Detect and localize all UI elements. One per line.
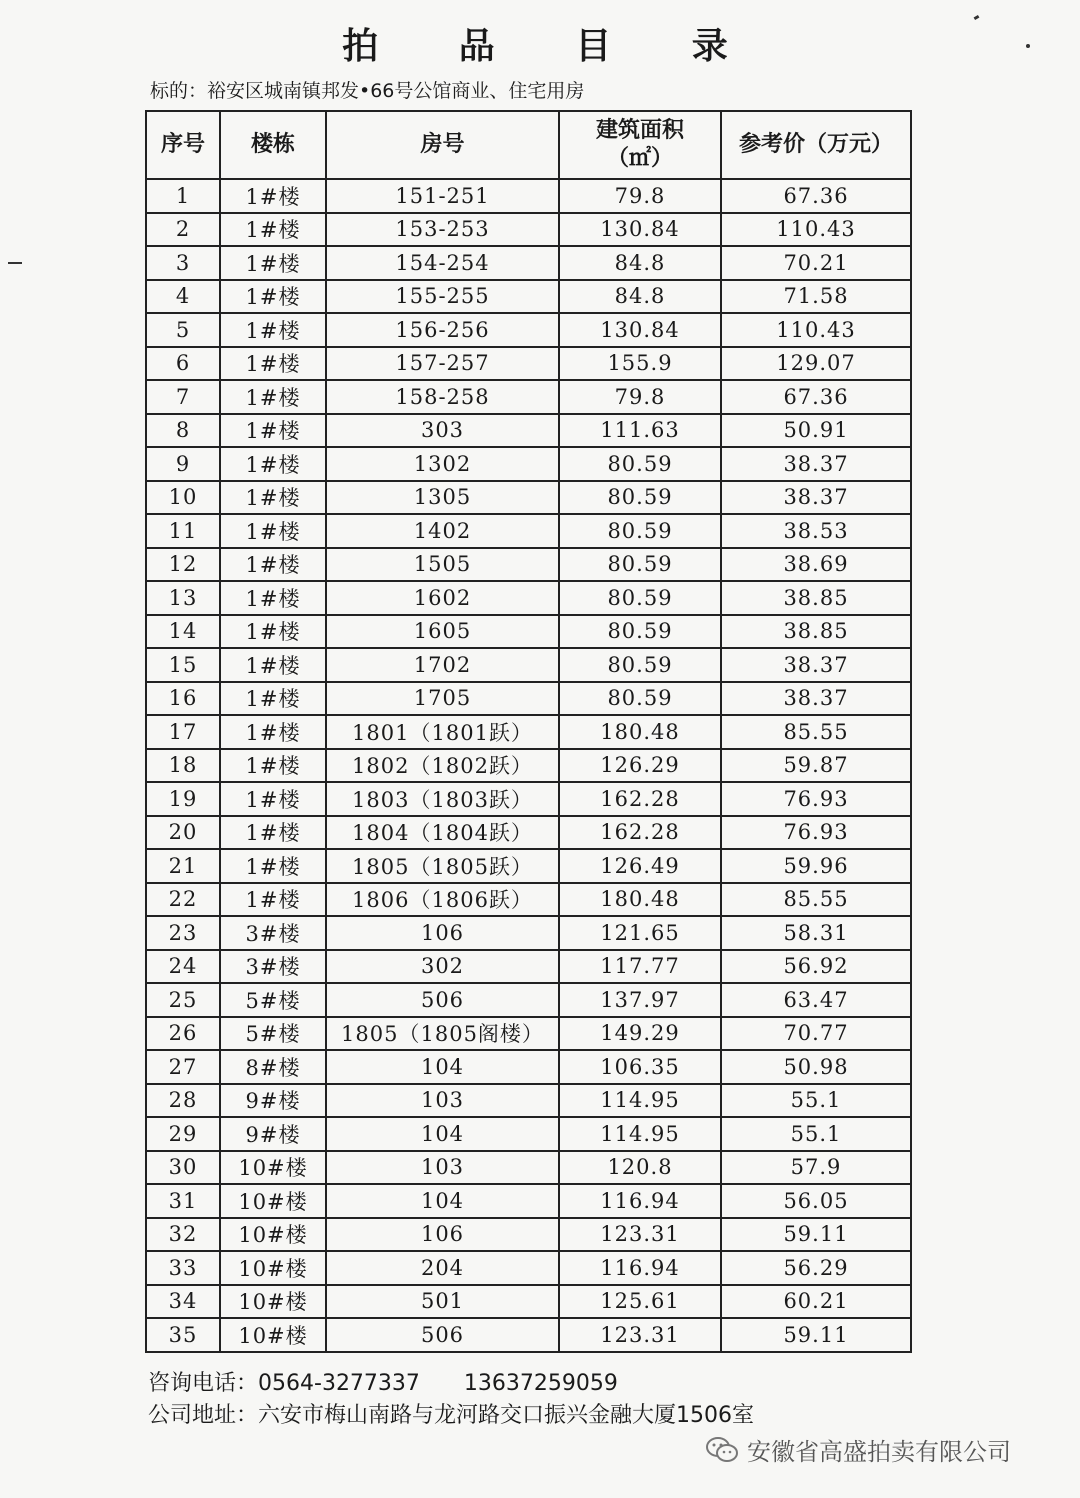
cell-room: 103 [326, 1151, 559, 1185]
cell-price: 38.37 [721, 447, 911, 481]
cell-room: 153-253 [326, 213, 559, 247]
table-row [146, 816, 911, 850]
table-row [146, 581, 911, 615]
cell-building: 1#楼 [220, 213, 326, 247]
table-row [146, 1050, 911, 1084]
cell-building: 9#楼 [220, 1084, 326, 1118]
cell-room: 1802（1802跃） [326, 749, 559, 783]
cell-index: 6 [146, 347, 220, 381]
cell-area: 80.59 [559, 548, 721, 582]
cell-building: 1#楼 [220, 648, 326, 682]
cell-room: 157-257 [326, 347, 559, 381]
cell-index: 8 [146, 414, 220, 448]
cell-building: 1#楼 [220, 380, 326, 414]
cell-area: 80.59 [559, 648, 721, 682]
table-row [146, 548, 911, 582]
cell-index: 24 [146, 950, 220, 984]
cell-price: 38.37 [721, 682, 911, 716]
brand-name: 安徽省高盛拍卖有限公司 [747, 1438, 1011, 1466]
table-row [146, 481, 911, 515]
table-row [146, 1084, 911, 1118]
phone-number-1: 0564-3277337 [258, 1371, 420, 1396]
cell-area: 114.95 [559, 1084, 721, 1118]
cell-price: 85.55 [721, 715, 911, 749]
table-row [146, 447, 911, 481]
cell-index: 21 [146, 849, 220, 883]
cell-room: 1305 [326, 481, 559, 515]
cell-price: 70.77 [721, 1017, 911, 1051]
cell-building: 1#楼 [220, 715, 326, 749]
cell-area: 80.59 [559, 615, 721, 649]
cell-room: 104 [326, 1184, 559, 1218]
cell-room: 1302 [326, 447, 559, 481]
table-row [146, 1184, 911, 1218]
cell-area: 123.31 [559, 1218, 721, 1252]
cell-area: 79.8 [559, 179, 721, 213]
cell-price: 38.37 [721, 481, 911, 515]
cell-room: 1804（1804跃） [326, 816, 559, 850]
table-row [146, 1117, 911, 1151]
wechat-icon [705, 1436, 739, 1464]
scan-speck [1026, 44, 1030, 48]
cell-room: 106 [326, 916, 559, 950]
cell-price: 59.87 [721, 749, 911, 783]
cell-price: 56.29 [721, 1251, 911, 1285]
cell-price: 57.9 [721, 1151, 911, 1185]
cell-index: 7 [146, 380, 220, 414]
cell-index: 30 [146, 1151, 220, 1185]
table-row [146, 313, 911, 347]
cell-room: 1602 [326, 581, 559, 615]
cell-price: 58.31 [721, 916, 911, 950]
cell-room: 1402 [326, 514, 559, 548]
cell-room: 106 [326, 1218, 559, 1252]
cell-price: 38.37 [721, 648, 911, 682]
table-row [146, 916, 911, 950]
table-row [146, 280, 911, 314]
header-price: 参考价（万元） [721, 111, 911, 179]
cell-price: 76.93 [721, 782, 911, 816]
cell-index: 25 [146, 983, 220, 1017]
table-row [146, 615, 911, 649]
table-row [146, 682, 911, 716]
cell-room: 1505 [326, 548, 559, 582]
table-row [146, 950, 911, 984]
cell-area: 180.48 [559, 715, 721, 749]
cell-room: 1806（1806跃） [326, 883, 559, 917]
cell-index: 29 [146, 1117, 220, 1151]
cell-room: 1702 [326, 648, 559, 682]
cell-room: 1801（1801跃） [326, 715, 559, 749]
cell-index: 18 [146, 749, 220, 783]
cell-building: 1#楼 [220, 548, 326, 582]
cell-price: 50.98 [721, 1050, 911, 1084]
cell-price: 110.43 [721, 313, 911, 347]
cell-index: 34 [146, 1285, 220, 1319]
cell-index: 28 [146, 1084, 220, 1118]
cell-area: 180.48 [559, 883, 721, 917]
cell-index: 10 [146, 481, 220, 515]
cell-price: 50.91 [721, 414, 911, 448]
cell-room: 104 [326, 1050, 559, 1084]
cell-price: 63.47 [721, 983, 911, 1017]
cell-price: 67.36 [721, 179, 911, 213]
cell-price: 110.43 [721, 213, 911, 247]
cell-room: 156-256 [326, 313, 559, 347]
cell-room: 302 [326, 950, 559, 984]
cell-room: 158-258 [326, 380, 559, 414]
cell-building: 1#楼 [220, 347, 326, 381]
cell-area: 114.95 [559, 1117, 721, 1151]
cell-building: 10#楼 [220, 1285, 326, 1319]
address-label: 公司地址： [148, 1403, 259, 1428]
cell-building: 3#楼 [220, 916, 326, 950]
table-row [146, 849, 911, 883]
cell-index: 35 [146, 1318, 220, 1352]
cell-index: 5 [146, 313, 220, 347]
auction-catalog-table [145, 110, 912, 1353]
table-row [146, 246, 911, 280]
cell-price: 85.55 [721, 883, 911, 917]
table-row [146, 782, 911, 816]
cell-building: 1#楼 [220, 782, 326, 816]
cell-area: 162.28 [559, 782, 721, 816]
table-row [146, 1318, 911, 1352]
contact-phone-line [148, 1366, 618, 1397]
cell-price: 56.92 [721, 950, 911, 984]
cell-index: 14 [146, 615, 220, 649]
cell-area: 116.94 [559, 1184, 721, 1218]
cell-building: 1#楼 [220, 849, 326, 883]
cell-index: 17 [146, 715, 220, 749]
cell-building: 1#楼 [220, 615, 326, 649]
cell-price: 71.58 [721, 280, 911, 314]
cell-price: 56.05 [721, 1184, 911, 1218]
cell-index: 23 [146, 916, 220, 950]
table-header-row [146, 111, 911, 179]
cell-building: 5#楼 [220, 983, 326, 1017]
company-address-line [148, 1398, 754, 1429]
cell-price: 59.11 [721, 1218, 911, 1252]
cell-building: 8#楼 [220, 1050, 326, 1084]
cell-area: 130.84 [559, 213, 721, 247]
cell-room: 1805（1805阁楼） [326, 1017, 559, 1051]
cell-index: 20 [146, 816, 220, 850]
cell-building: 1#楼 [220, 447, 326, 481]
cell-room: 204 [326, 1251, 559, 1285]
cell-building: 5#楼 [220, 1017, 326, 1051]
cell-area: 116.94 [559, 1251, 721, 1285]
cell-price: 59.11 [721, 1318, 911, 1352]
cell-index: 11 [146, 514, 220, 548]
cell-price: 70.21 [721, 246, 911, 280]
cell-room: 1605 [326, 615, 559, 649]
header-index: 序号 [146, 111, 220, 179]
table-row [146, 1285, 911, 1319]
cell-price: 38.69 [721, 548, 911, 582]
cell-area: 126.49 [559, 849, 721, 883]
scan-speck [8, 262, 22, 264]
table-row [146, 380, 911, 414]
cell-building: 10#楼 [220, 1318, 326, 1352]
cell-area: 149.29 [559, 1017, 721, 1051]
cell-price: 76.93 [721, 816, 911, 850]
cell-area: 79.8 [559, 380, 721, 414]
phone-number-2: 13637259059 [463, 1371, 618, 1396]
cell-building: 10#楼 [220, 1218, 326, 1252]
cell-building: 10#楼 [220, 1151, 326, 1185]
cell-area: 126.29 [559, 749, 721, 783]
cell-price: 60.21 [721, 1285, 911, 1319]
cell-area: 117.77 [559, 950, 721, 984]
cell-room: 303 [326, 414, 559, 448]
cell-room: 501 [326, 1285, 559, 1319]
cell-building: 1#楼 [220, 313, 326, 347]
cell-area: 80.59 [559, 481, 721, 515]
table-row [146, 715, 911, 749]
cell-room: 506 [326, 1318, 559, 1352]
table-row [146, 347, 911, 381]
cell-index: 3 [146, 246, 220, 280]
cell-building: 1#楼 [220, 246, 326, 280]
cell-room: 104 [326, 1117, 559, 1151]
cell-index: 13 [146, 581, 220, 615]
cell-index: 15 [146, 648, 220, 682]
header-room: 房号 [326, 111, 559, 179]
cell-building: 1#楼 [220, 179, 326, 213]
cell-area: 84.8 [559, 280, 721, 314]
cell-index: 12 [146, 548, 220, 582]
cell-area: 155.9 [559, 347, 721, 381]
cell-room: 1803（1803跃） [326, 782, 559, 816]
cell-building: 1#楼 [220, 414, 326, 448]
cell-building: 1#楼 [220, 514, 326, 548]
cell-room: 1705 [326, 682, 559, 716]
cell-area: 120.8 [559, 1151, 721, 1185]
cell-room: 154-254 [326, 246, 559, 280]
table-row [146, 749, 911, 783]
cell-area: 106.35 [559, 1050, 721, 1084]
address-text: 六安市梅山南路与龙河路交口振兴金融大厦1506室 [258, 1403, 755, 1428]
cell-building: 9#楼 [220, 1117, 326, 1151]
header-area: 建筑面积 （㎡） [559, 111, 721, 179]
cell-index: 27 [146, 1050, 220, 1084]
cell-index: 4 [146, 280, 220, 314]
table-row [146, 1151, 911, 1185]
cell-index: 32 [146, 1218, 220, 1252]
table-row [146, 1017, 911, 1051]
cell-price: 38.85 [721, 581, 911, 615]
cell-building: 10#楼 [220, 1184, 326, 1218]
cell-price: 38.53 [721, 514, 911, 548]
table-row [146, 414, 911, 448]
cell-index: 33 [146, 1251, 220, 1285]
cell-area: 137.97 [559, 983, 721, 1017]
cell-area: 80.59 [559, 682, 721, 716]
cell-price: 38.85 [721, 615, 911, 649]
cell-index: 9 [146, 447, 220, 481]
cell-building: 1#楼 [220, 280, 326, 314]
cell-price: 55.1 [721, 1117, 911, 1151]
cell-area: 162.28 [559, 816, 721, 850]
cell-room: 103 [326, 1084, 559, 1118]
cell-building: 1#楼 [220, 682, 326, 716]
brand-watermark [705, 1432, 1011, 1467]
cell-building: 1#楼 [220, 481, 326, 515]
cell-area: 80.59 [559, 581, 721, 615]
cell-index: 1 [146, 179, 220, 213]
cell-price: 129.07 [721, 347, 911, 381]
table-row [146, 883, 911, 917]
cell-room: 155-255 [326, 280, 559, 314]
cell-index: 31 [146, 1184, 220, 1218]
cell-room: 506 [326, 983, 559, 1017]
cell-index: 26 [146, 1017, 220, 1051]
cell-area: 80.59 [559, 447, 721, 481]
cell-price: 59.96 [721, 849, 911, 883]
cell-index: 16 [146, 682, 220, 716]
header-building: 楼栋 [220, 111, 326, 179]
table-row [146, 983, 911, 1017]
table-row [146, 1218, 911, 1252]
cell-area: 111.63 [559, 414, 721, 448]
cell-room: 151-251 [326, 179, 559, 213]
cell-building: 1#楼 [220, 883, 326, 917]
table-row [146, 648, 911, 682]
cell-area: 130.84 [559, 313, 721, 347]
auction-subject: 标的：裕安区城南镇邦发•66号公馆商业、住宅用房 [150, 80, 585, 102]
cell-price: 55.1 [721, 1084, 911, 1118]
cell-building: 1#楼 [220, 749, 326, 783]
cell-index: 2 [146, 213, 220, 247]
cell-area: 121.65 [559, 916, 721, 950]
cell-building: 1#楼 [220, 581, 326, 615]
table-row [146, 514, 911, 548]
cell-area: 125.61 [559, 1285, 721, 1319]
cell-room: 1805（1805跃） [326, 849, 559, 883]
cell-index: 19 [146, 782, 220, 816]
cell-area: 80.59 [559, 514, 721, 548]
cell-building: 3#楼 [220, 950, 326, 984]
phone-label: 咨询电话： [148, 1371, 259, 1396]
table-row [146, 213, 911, 247]
cell-building: 1#楼 [220, 816, 326, 850]
page-title: 拍 品 目 录 [342, 25, 762, 67]
table-row [146, 1251, 911, 1285]
cell-index: 22 [146, 883, 220, 917]
cell-area: 123.31 [559, 1318, 721, 1352]
cell-area: 84.8 [559, 246, 721, 280]
table-row [146, 179, 911, 213]
cell-price: 67.36 [721, 380, 911, 414]
cell-building: 10#楼 [220, 1251, 326, 1285]
